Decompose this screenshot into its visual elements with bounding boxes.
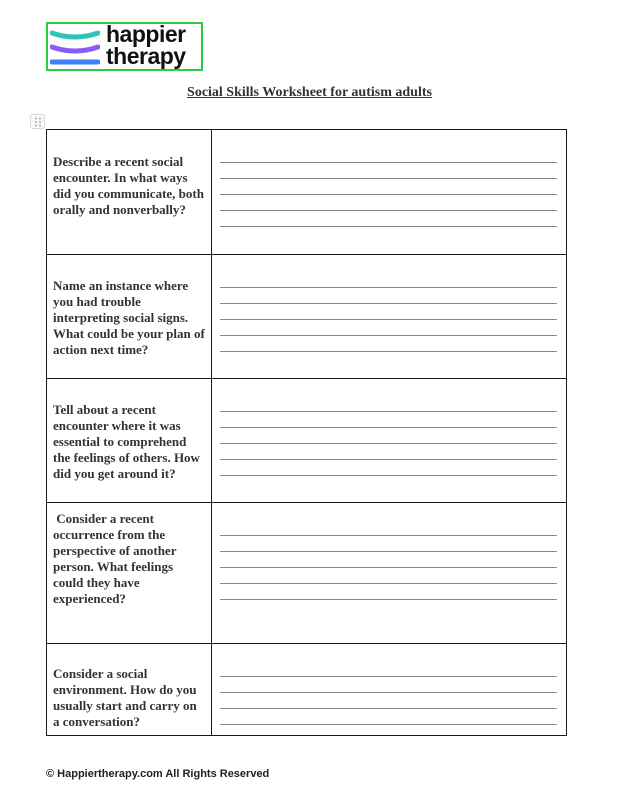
answer-line	[220, 287, 557, 288]
logo-wordmark	[106, 23, 186, 67]
answer-line	[220, 567, 557, 568]
copyright-footer: © Happiertherapy.com All Rights Reserved	[46, 768, 270, 780]
question-text: Consider a recent occurrence from the perspective of another person. What feelings could they have experienced?	[53, 511, 180, 606]
worksheet-table	[46, 129, 567, 736]
happier-therapy-logo	[46, 22, 203, 71]
worksheet-title: Social Skills Worksheet for autism adults	[187, 85, 432, 100]
answer-cell[interactable]	[212, 503, 567, 644]
question-text: Name an instance where you had trouble interpreting social signs. What could be your plan of action next time?	[53, 278, 209, 357]
answer-cell[interactable]	[212, 379, 567, 503]
answer-line	[220, 692, 557, 693]
answer-line	[220, 335, 557, 336]
logo-line-1: happier	[106, 21, 186, 47]
question-cell	[47, 379, 212, 503]
answer-cell[interactable]	[212, 644, 567, 736]
table-row	[47, 503, 567, 644]
answer-line	[220, 459, 557, 460]
answer-line	[220, 551, 557, 552]
drag-grip-icon	[34, 117, 42, 127]
answer-line	[220, 226, 557, 227]
answer-line	[220, 427, 557, 428]
answer-line	[220, 162, 557, 163]
question-text: Tell about a recent encounter where it was essential to comprehend the feelings of others. How did you get around it?	[53, 402, 204, 481]
block-drag-handle[interactable]	[30, 114, 45, 129]
answer-line	[220, 475, 557, 476]
answer-line	[220, 411, 557, 412]
table-row	[47, 255, 567, 379]
answer-line	[220, 676, 557, 677]
answer-line	[220, 535, 557, 536]
question-cell	[47, 255, 212, 379]
question-cell	[47, 503, 212, 644]
answer-line	[220, 443, 557, 444]
logo-wave-bars-icon	[50, 27, 100, 69]
answer-line	[220, 724, 557, 725]
logo-line-2: therapy	[106, 43, 186, 69]
answer-line	[220, 708, 557, 709]
answer-line	[220, 194, 557, 195]
answer-line	[220, 319, 557, 320]
answer-cell[interactable]	[212, 255, 567, 379]
question-text: Describe a recent social encounter. In what ways did you communicate, both orally and nonverbally?	[53, 154, 208, 217]
question-cell	[47, 644, 212, 736]
question-cell	[47, 130, 212, 255]
answer-line	[220, 599, 557, 600]
answer-line	[220, 303, 557, 304]
table-row	[47, 644, 567, 736]
answer-cell[interactable]	[212, 130, 567, 255]
question-text: Consider a social environment. How do you usually start and carry on a conversation?	[53, 666, 200, 729]
answer-line	[220, 210, 557, 211]
table-row	[47, 379, 567, 503]
table-row	[47, 130, 567, 255]
answer-line	[220, 583, 557, 584]
answer-line	[220, 178, 557, 179]
answer-line	[220, 351, 557, 352]
